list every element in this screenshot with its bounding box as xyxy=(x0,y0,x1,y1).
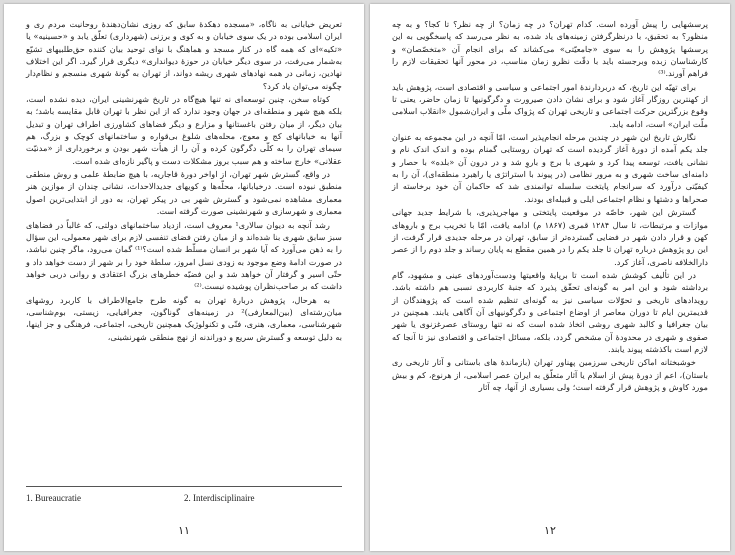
paragraph: گسترش این شهر، خاصّه در موقعیت پایتختی و مهاجرپذیری، با شرایط جدید جهانی موازات و مرتبطات، تا سال ۱۲۸۴ قمری (۱۸۶۷ م) ادامه یافت، امّا با تخریب برج و باروهای کهن و قرار دادن شهر در فضایی گسترده‌تر از سابق، تهران در مرحله جدیدی قرار گرفت، از این رو پژوهش درباره تهران تا جلد یکم را در همین مقطع به پایان رساند و جلد دوم را از عصر دارالخلافه ناصری، آغاز کرد. xyxy=(392,207,708,267)
page-number: ۱۲ xyxy=(544,524,556,537)
book-spread xyxy=(4,4,731,551)
left-page-body xyxy=(26,18,342,473)
paragraph: پرسشهایی را پیش آورده است. کدام تهران؟ در چه زمان؟ از چه نظر؟ تا کجا؟ و به چه منظور؟ به تحقیق، با درنظرگرفتن زمینه‌های یاد شده، به نظر می‌رسد که پاسخگویی به این پرسشها پژوهش را به سوی «جامعیّتی» می‌کشاند که برای انجام آن «متخصّصان» و کارشناسان زبده وبرجسته باید با دقّت نظرو زمان مناسب، در محور آنها تحقیقات لازم را فراهم آورند.⁽³⁾ xyxy=(392,19,708,79)
page-number: ۱۱ xyxy=(178,524,190,537)
right-page-body xyxy=(392,18,708,515)
footnote-1: 1. Bureaucratie xyxy=(26,493,81,503)
footnote-divider xyxy=(26,486,342,487)
footnote-2: 2. Interdisciplinaire xyxy=(184,493,255,503)
right-page xyxy=(370,4,730,551)
left-page xyxy=(4,4,364,551)
paragraph: در این تألیف کوشش شده است تا برپایهٔ واقعیتها ودست‌آوردهای عینی و مشهود، گام برداشته شود و این امر به گونه‌ای تحقّق پذیرد که جنبهٔ کاربردی نسبی هم داشته باشد. رویدادهای تاریخی و تحوّلات سیاسی نیز به گونه‌ای تنظیم شده است که پژوهندگان از قدیمترین ایام تا دوران معاصر از اوضاع اجتماعی و دگرگونیهای آن آگاهی یابند. همچنین در بیان جغرافیا و کالبد شهری روشی اتخاذ شده است که نه تنها روستای عصرغزنوی یا شهر صفوی و شهری در محدودهٔ آن مشخص گردد، بلکه، مسائل اجتماعی و اقتصادی نیز تا آنجا که لازم است باکذشته پیوند یابند. xyxy=(392,269,708,354)
paragraph: رشد آنچه به دیوان سالاری¹ معروف است، ازدیاد ساختمانهای دولتی، که غالباً در فضاهای سبز سابق شهری بنا شده‌اند و از میان رفتن فضای تنفسی لازم برای شهر معمولی، این سؤال را به ذهن می‌آورد که آیا شهر بر انسان مسلّط شده است؟⁽¹⁾ گمان می‌رود، ماگر چنین نباشد، در صورت ادامهٔ وضع موجود به زودی نسل امروز، سلطهٔ خود را بر شهر از دست خواهد داد و حتّی اسیر و گرفتار آن خواهد شد و این فضیّه خطرهای بزرگ اعتقادی و روانی دربی خواهد داشت که بر صاحب‌نظران پوشیده نیست.⁽²⁾ xyxy=(26,219,342,292)
paragraph: خوشبختانه اماکن تاریخی سرزمین پهناور تهران (بازماندهٔ های باستانی و آثار تاریخی ری باستان)، اعم از دورهٔ پیش از اسلام یا آثار متعلّق به ایران عصر اسلامی، از هرنوع، کم و بیش مورد کاوش و پژوهش قرار گرفته است؛ ولی بسیاری از آنها، چه آثار xyxy=(392,357,708,392)
paragraph: تعریض خیابانی به ناگاه، «مسجده دهکدهٔ سابق که روزی نشان‌دهندهٔ روحانیت مردم ری و ایران اسلامی بوده در یک سوی خیابان و به کوی و برزنی (شهرداری) تعلّق یابد و «حسینیه» یا «تکیه»ای که همه گاه در کنار مسجد و هماهنگ با نوای توحید بیان کننده حق‌طلبیهای تشیّع به‌شمار می‌رفت، در سوی دیگر خیابان در حوزهٔ دیوانداری» دیگری قرار گیرد. اگر این اختلاف نهادین، زمانی در همه نهادهای شهری ریشه دواند، از تهران به گونهٔ شهری منسجم و نظام‌دار چگونه می‌توان یاد کرد؟ xyxy=(26,19,342,91)
paragraph: کوتاه سخن، چنین توسعه‌ای نه تنها هیچ‌گاه در تاریخ شهرنشینی ایران، دیده نشده است، بلکه هیچ شهر و منطقه‌ای در جهان وجود ندارد که از این نظر با تهران قابل مقایسه باشد؛ به بیان دیگر، از میان رفتن باغستانها و مزارع و دیگر فضاهای کشاورزی اطراف تهران و تبدیل آنها به خیابانهای کج و معوج، محله‌های شلوغ بی‌قواره و ساختمانهای کوچک و بزرگ، هم سیمای تهران را به کلّی دگرگون کرده و آن را از هیأت شهر بودن و برخورداری از «مدنیّت عقلانی» خارج ساخته و هم سبب بروز مشکلات دست و پاگیر نازه‌ای شده است. xyxy=(26,94,342,166)
paragraph: به هرحال، پژوهش دربارهٔ تهران به گونه طرح جامع‌الاطراف با کاربرد روشهای میان‌رشته‌ای (بین‌المعارفی)² در زمینه‌های گوناگون، جغرافیایی، زیستی، بوم‌شناسی، شهرشناسی، معماری، هنری، فنّی و تکنولوژیک همچنین تاریخی، اجتماعی، فرهنگی و جز اینها، به دلیل توسعه و گسترش سریع و دوراندنه از نهج منطقی شهرنشینی، xyxy=(26,294,342,342)
paragraph: در واقع، گسترش شهر تهران، از اواخر دورهٔ قاجاریه، با هیچ ضابطهٔ علمی و روش منطقی منطبق نبوده است. درخیابانها، محلّه‌ها و کویهای جدیدالاحداث، نشانی چندان از موازین هنر معماری مشاهده نمی‌شود و گسترش شهر بی در پیکر تهران، به دور از ابتدایی‌ترین اصول معماری و شهرسازی و شهرنشینی صورت گرفته است. xyxy=(26,169,342,217)
footnotes xyxy=(26,493,342,503)
paragraph: نگارش تاریخ این شهر در چندین مرحله انجام‌پذیر است، امّا آنچه در این مجموعه به عنوان جلد یکم آمده از دورهٔ آغاز گردیده است که تهران روستایی گمنام بوده و اندک اندک نام و نشانی یافت، توسعه پیدا کرد و شهری با برج و باروِ شد و در درون آن «بلده» با حصار و دامنه‌ای ساخت شهری و به مرور نظامی (در پیوند با استراتژی یا راهبرد منطقه‌ای)، آن را به کیفیّتی درآورد که سرانجام پایتخت سلسله توانمندی شد که حاکمان آن خود برخاسته از صحراها و دشتها و نظام اجتماعی ایلی و قبیله‌ای بودند. xyxy=(392,132,708,204)
paragraph: برای تهیّه این تاریخ، که دربردارندهٔ امور اجتماعی و سیاسی و اقتصادی است، پژوهش باید از کهنترین روزگار آغاز شود و برای نشان دادن صیرورت و دگرگونیها تا زمان حاضر، یعنی تا وقوع بزرگترین حرکت اجتماعی و تاریخی تهران که پژواک ملّی و ایران‌شمول «انقلاب اسلامی ملّت ایران» است، ادامه یابد. xyxy=(392,81,708,129)
